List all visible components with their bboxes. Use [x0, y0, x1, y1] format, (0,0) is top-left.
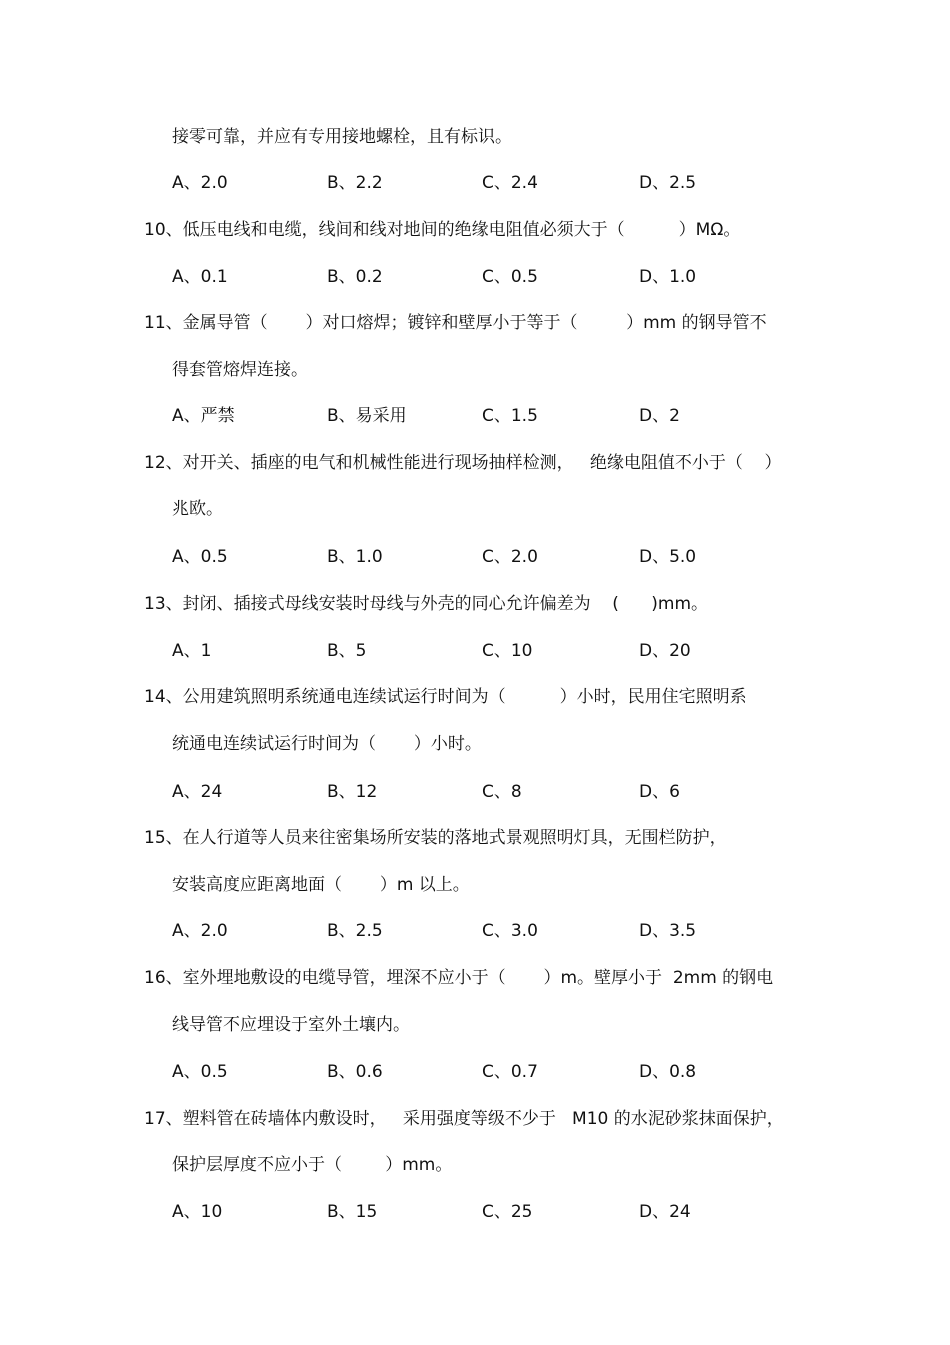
option-c: C、0.7 [482, 1062, 538, 1082]
question-9-continuation: 接零可靠，并应有专用接地螺栓，且有标识。 [172, 127, 512, 147]
option-b: B、2.5 [327, 921, 383, 941]
option-a: A、0.5 [172, 1062, 228, 1082]
question-14-text: 14、公用建筑照明系统通电连续试运行时间为（ ）小时，民用住宅照明系 [144, 687, 747, 707]
option-d: D、1.0 [639, 267, 697, 287]
option-a: A、2.0 [172, 173, 228, 193]
option-b: B、2.2 [327, 173, 383, 193]
question-15-text: 15、在人行道等人员来往密集场所安装的落地式景观照明灯具，无围栏防护， [144, 828, 727, 848]
option-a: A、严禁 [172, 406, 235, 426]
question-17-text: 17、塑料管在砖墙体内敷设时， 采用强度等级不少于 M10 的水泥砂浆抹面保护， [144, 1109, 784, 1129]
option-d: D、6 [639, 782, 680, 802]
option-a: A、0.5 [172, 547, 228, 567]
question-16-text: 16、室外埋地敷设的电缆导管，埋深不应小于（ ）m。壁厚小于 2mm 的钢电 [144, 968, 774, 988]
question-14-text-cont: 统通电连续试运行时间为（ ）小时。 [172, 734, 482, 754]
option-b: B、0.6 [327, 1062, 383, 1082]
option-c: C、10 [482, 641, 533, 661]
question-12-text-cont: 兆欧。 [172, 499, 223, 519]
option-d: D、2 [639, 406, 680, 426]
option-b: B、15 [327, 1202, 378, 1222]
option-b: B、12 [327, 782, 378, 802]
option-d: D、2.5 [639, 173, 697, 193]
option-c: C、2.4 [482, 173, 538, 193]
option-b: B、易采用 [327, 406, 407, 426]
option-a: A、1 [172, 641, 212, 661]
option-d: D、3.5 [639, 921, 697, 941]
option-b: B、5 [327, 641, 367, 661]
option-a: A、0.1 [172, 267, 228, 287]
option-d: D、5.0 [639, 547, 697, 567]
question-17-text-cont: 保护层厚度不应小于（ ）mm。 [172, 1155, 453, 1175]
question-13-text: 13、封闭、插接式母线安装时母线与外壳的同心允许偏差为 ( )mm。 [144, 594, 709, 614]
option-c: C、8 [482, 782, 522, 802]
option-c: C、25 [482, 1202, 533, 1222]
option-b: B、0.2 [327, 267, 383, 287]
option-a: A、2.0 [172, 921, 228, 941]
question-11-text: 11、金属导管（ ）对口熔焊；镀锌和壁厚小于等于（ ）mm 的钢导管不 [144, 313, 767, 333]
option-c: C、3.0 [482, 921, 538, 941]
option-a: A、10 [172, 1202, 223, 1222]
option-d: D、24 [639, 1202, 691, 1222]
question-15-text-cont: 安装高度应距离地面（ ）m 以上。 [172, 875, 470, 895]
option-d: D、0.8 [639, 1062, 697, 1082]
question-10-text: 10、低压电线和电缆，线间和线对地间的绝缘电阻值必须大于（ ）MΩ。 [144, 220, 741, 240]
option-c: C、1.5 [482, 406, 538, 426]
option-c: C、2.0 [482, 547, 538, 567]
question-16-text-cont: 线导管不应埋设于室外土壤内。 [172, 1015, 410, 1035]
question-11-text-cont: 得套管熔焊连接。 [172, 360, 308, 380]
question-12-text: 12、对开关、插座的电气和机械性能进行现场抽样检测， 绝缘电阻值不小于（ ） [144, 453, 782, 473]
option-d: D、20 [639, 641, 691, 661]
option-b: B、1.0 [327, 547, 383, 567]
option-a: A、24 [172, 782, 223, 802]
option-c: C、0.5 [482, 267, 538, 287]
